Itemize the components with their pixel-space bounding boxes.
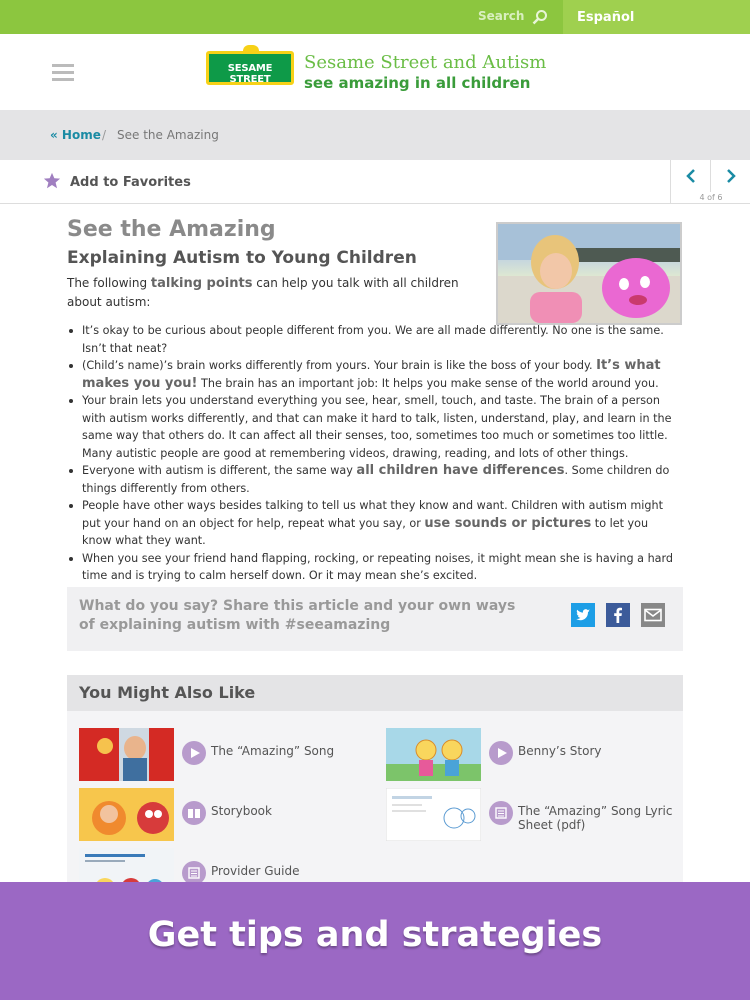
bennys-story-thumbnail <box>386 728 481 781</box>
search-label[interactable]: Search <box>478 9 525 23</box>
point-highlight: all children have differences <box>356 463 565 478</box>
related-item-label: Provider Guide <box>211 864 300 878</box>
twitter-share-button[interactable] <box>571 603 595 627</box>
play-icon <box>489 741 513 765</box>
list-item <box>67 357 679 392</box>
intro-highlight: talking points <box>150 276 253 291</box>
star-icon[interactable] <box>43 172 61 190</box>
related-item-label: Storybook <box>211 804 272 818</box>
list-item <box>67 462 679 497</box>
breadcrumb-home-link[interactable]: « Home <box>50 128 101 142</box>
facebook-icon <box>606 603 630 627</box>
email-icon <box>641 603 665 627</box>
favorites-bar <box>0 160 750 204</box>
site-header <box>0 34 750 110</box>
banner-text: Get tips and strategies <box>147 915 603 955</box>
list-item: Your brain lets you understand everything you see, hear, smell, touch, and taste. The brain of a person with autism works differently, and that can make it hard to talk, listen, understand, play, and learn in the same way that others do. It can affect all their senses, too, sometimes too much or sometimes too little. Many autistic people are good at remembering videos, drawing, reading, and lots of other things. <box>67 392 679 462</box>
child-photo <box>496 222 682 325</box>
page-count: 4 of 6 <box>699 193 723 202</box>
related-item-amazing-song[interactable] <box>79 728 369 784</box>
breadcrumb-separator: / <box>102 128 107 142</box>
point-text-end: . Some children do things differently from others. <box>82 464 670 495</box>
article-intro <box>67 274 477 311</box>
logo-badge <box>243 45 259 54</box>
related-item-label: The “Amazing” Song <box>211 744 335 758</box>
point-text: (Child’s name)’s brain works differently from yours. Your brain is like the boss of your body. <box>82 359 597 372</box>
share-box <box>67 587 683 651</box>
article-title: See the Amazing <box>67 217 276 242</box>
logo-text: SESAME STREET <box>227 63 273 85</box>
lyric-sheet-thumbnail <box>386 788 481 841</box>
point-text-end: The brain has an important job: It helps you make sense of the world around you. <box>197 376 659 390</box>
point-highlight: It’s what makes you you! <box>82 358 661 391</box>
related-item-label: The “Amazing” Song Lyric Sheet (pdf) <box>518 804 673 832</box>
language-link[interactable]: Español <box>563 0 750 34</box>
amazing-song-thumbnail <box>79 728 174 781</box>
article-subtitle: Explaining Autism to Young Children <box>67 248 417 268</box>
related-item-lyric-sheet[interactable] <box>386 788 676 844</box>
sesame-street-logo[interactable] <box>206 51 294 85</box>
next-button[interactable] <box>711 160 750 192</box>
top-bar <box>0 0 750 34</box>
point-text-end: to let you know what they want. <box>82 516 649 547</box>
chevron-right-icon <box>723 168 739 184</box>
search-icon[interactable] <box>532 9 548 25</box>
list-item: When you see your friend hand flapping, rocking, or repeating noises, it might mean she is having a hard time and is trying to calm herself down. Or it may mean she’s excited. <box>67 550 679 585</box>
point-text: Everyone with autism is different, the same way <box>82 464 357 477</box>
site-title: Sesame Street and Autism <box>304 52 547 73</box>
point-highlight: use sounds or pictures <box>424 515 592 531</box>
point-text: People have other ways besides talking to tell us what they know and want. Children with autism might put your hand on an object for help, repeat what you say, or <box>82 499 663 530</box>
email-share-button[interactable] <box>641 603 665 627</box>
hamburger-menu-icon[interactable] <box>52 64 74 80</box>
book-icon <box>182 801 206 825</box>
list-item <box>67 497 679 550</box>
intro-text-end: can help you talk with all children about autism: <box>67 276 459 309</box>
share-text: What do you say? Share this article and your own ways of explaining autism with #seeamazing <box>79 598 516 633</box>
intro-text: The following <box>67 276 151 290</box>
related-item-storybook[interactable] <box>79 788 369 844</box>
facebook-share-button[interactable] <box>606 603 630 627</box>
talking-points-list <box>67 322 679 585</box>
previous-button[interactable] <box>671 160 711 192</box>
list-item: It’s okay to be curious about people different from you. We are all made differently. No one is the same. Isn’t that neat? <box>67 322 679 357</box>
add-to-favorites-button[interactable]: Add to Favorites <box>70 175 191 190</box>
twitter-icon <box>571 603 595 627</box>
site-tagline: see amazing in all children <box>304 74 531 92</box>
related-content-section <box>67 675 683 905</box>
breadcrumb-current: See the Amazing <box>117 128 219 142</box>
related-header <box>67 675 683 711</box>
breadcrumb <box>0 110 750 160</box>
storybook-thumbnail <box>79 788 174 841</box>
play-icon <box>182 741 206 765</box>
related-title: You Might Also Like <box>79 683 256 702</box>
related-item-bennys-story[interactable] <box>386 728 676 784</box>
related-item-label: Benny’s Story <box>518 744 602 758</box>
document-icon <box>489 801 513 825</box>
article-pager <box>670 160 750 204</box>
promo-banner <box>0 882 750 1000</box>
chevron-left-icon <box>683 168 699 184</box>
